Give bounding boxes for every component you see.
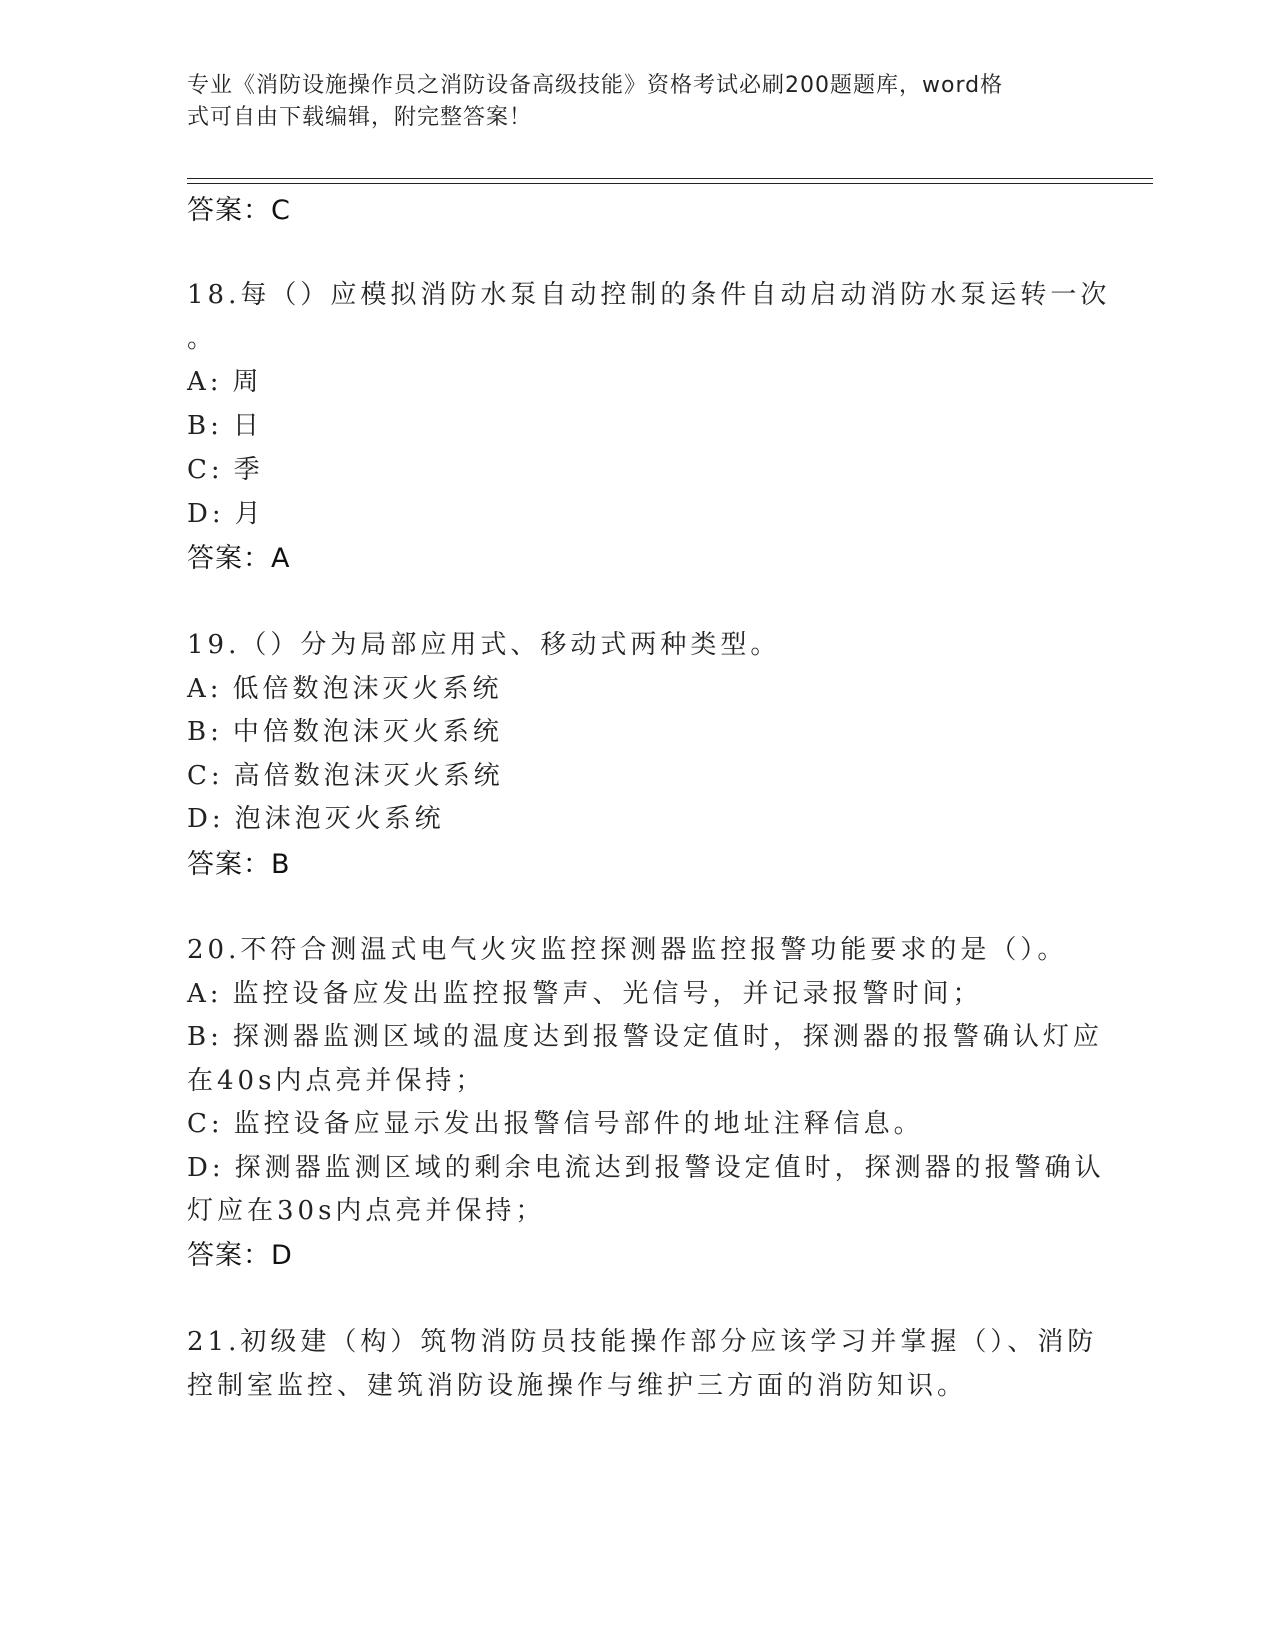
- question-19-stem-line-1: 19.（）分为局部应用式、移动式两种类型。: [187, 630, 781, 660]
- option-text: 中倍数泡沫灭火系统: [232, 717, 503, 747]
- question-20-option-a: [187, 973, 983, 1010]
- question-19-option-c: [187, 755, 504, 792]
- answer-prefix: 答案：: [187, 195, 271, 226]
- question-18-answer: [187, 536, 290, 575]
- question-19-option-d: [187, 798, 445, 835]
- option-label: C:: [187, 1109, 224, 1139]
- option-text: 监控设备应显示发出报警信号部件的地址注释信息。: [233, 1109, 924, 1139]
- question-20-option-c: [187, 1103, 924, 1140]
- answer-line: [187, 188, 291, 227]
- question-20-stem-line-1: 20.不符合测温式电气火灾监控探测器监控报警功能要求的是（）。: [187, 935, 1068, 965]
- question-18-option-d: [187, 493, 265, 530]
- option-label: B:: [187, 717, 223, 747]
- option-label: B:: [187, 1022, 223, 1052]
- question-18-option-b: [187, 405, 263, 442]
- option-text: 周: [232, 367, 263, 397]
- question-20-option-d-line-1: [187, 1147, 1105, 1184]
- answer-prefix: 答案：: [187, 543, 271, 574]
- answer-prefix: 答案：: [187, 1240, 271, 1271]
- question-18-stem-line-1: 18.每（）应模拟消防水泵自动控制的条件自动启动消防水泵运转一次: [187, 280, 1111, 310]
- option-text: 探测器监测区域的温度达到报警设定值时，探测器的报警确认灯应: [232, 1022, 1103, 1052]
- option-label: A:: [187, 979, 223, 1009]
- question-19-option-b: [187, 711, 503, 748]
- option-text: 探测器监测区域的剩余电流达到报警设定值时，探测器的报警确认: [234, 1153, 1105, 1183]
- header-line-1: 专业《消防设施操作员之消防设备高级技能》资格考试必刷200题题库，word格: [187, 73, 1004, 98]
- answer-value: A: [271, 543, 291, 574]
- answer-value: D: [271, 1240, 293, 1271]
- option-text: 高倍数泡沫灭火系统: [233, 761, 504, 791]
- question-18-option-c: [187, 449, 264, 486]
- option-text: 季: [233, 455, 264, 485]
- answer-value: C: [271, 195, 291, 226]
- question-20-option-b-line-1: [187, 1016, 1103, 1053]
- question-19-option-a: [187, 668, 503, 705]
- option-label: D:: [187, 804, 225, 834]
- question-18-option-a: [187, 361, 263, 398]
- option-text: 日: [232, 411, 263, 441]
- answer-prefix: 答案：: [187, 849, 271, 880]
- header-line-2: 式可自由下载编辑，附完整答案！: [187, 105, 533, 130]
- answer-value: B: [271, 849, 291, 880]
- header-divider-bottom: [187, 183, 1153, 184]
- question-19-answer: [187, 842, 291, 881]
- option-label: C:: [187, 761, 224, 791]
- option-text: 月: [234, 499, 265, 529]
- option-label: C:: [187, 455, 224, 485]
- option-text: 泡沫泡灭火系统: [234, 804, 445, 834]
- question-20-option-d-line-2: 灯应在30s内点亮并保持；: [187, 1196, 546, 1226]
- option-text: 监控设备应发出监控报警声、光信号，并记录报警时间；: [232, 979, 983, 1009]
- question-20-answer: [187, 1233, 293, 1272]
- option-label: D:: [187, 1153, 225, 1183]
- option-text: 低倍数泡沫灭火系统: [232, 674, 503, 704]
- option-label: A:: [187, 674, 223, 704]
- option-label: A:: [187, 367, 223, 397]
- question-21-stem-line-1: 21.初级建（构）筑物消防员技能操作部分应该学习并掌握（）、消防: [187, 1327, 1098, 1357]
- option-label: B:: [187, 411, 223, 441]
- option-label: D:: [187, 499, 225, 529]
- question-21-stem-line-2: 控制室监控、建筑消防设施操作与维护三方面的消防知识。: [187, 1371, 968, 1401]
- header-divider-top: [187, 178, 1153, 179]
- document-header: [187, 70, 1087, 134]
- question-18-stem-line-2: 。: [187, 324, 218, 354]
- question-20-option-b-line-2: 在40s内点亮并保持；: [187, 1066, 486, 1096]
